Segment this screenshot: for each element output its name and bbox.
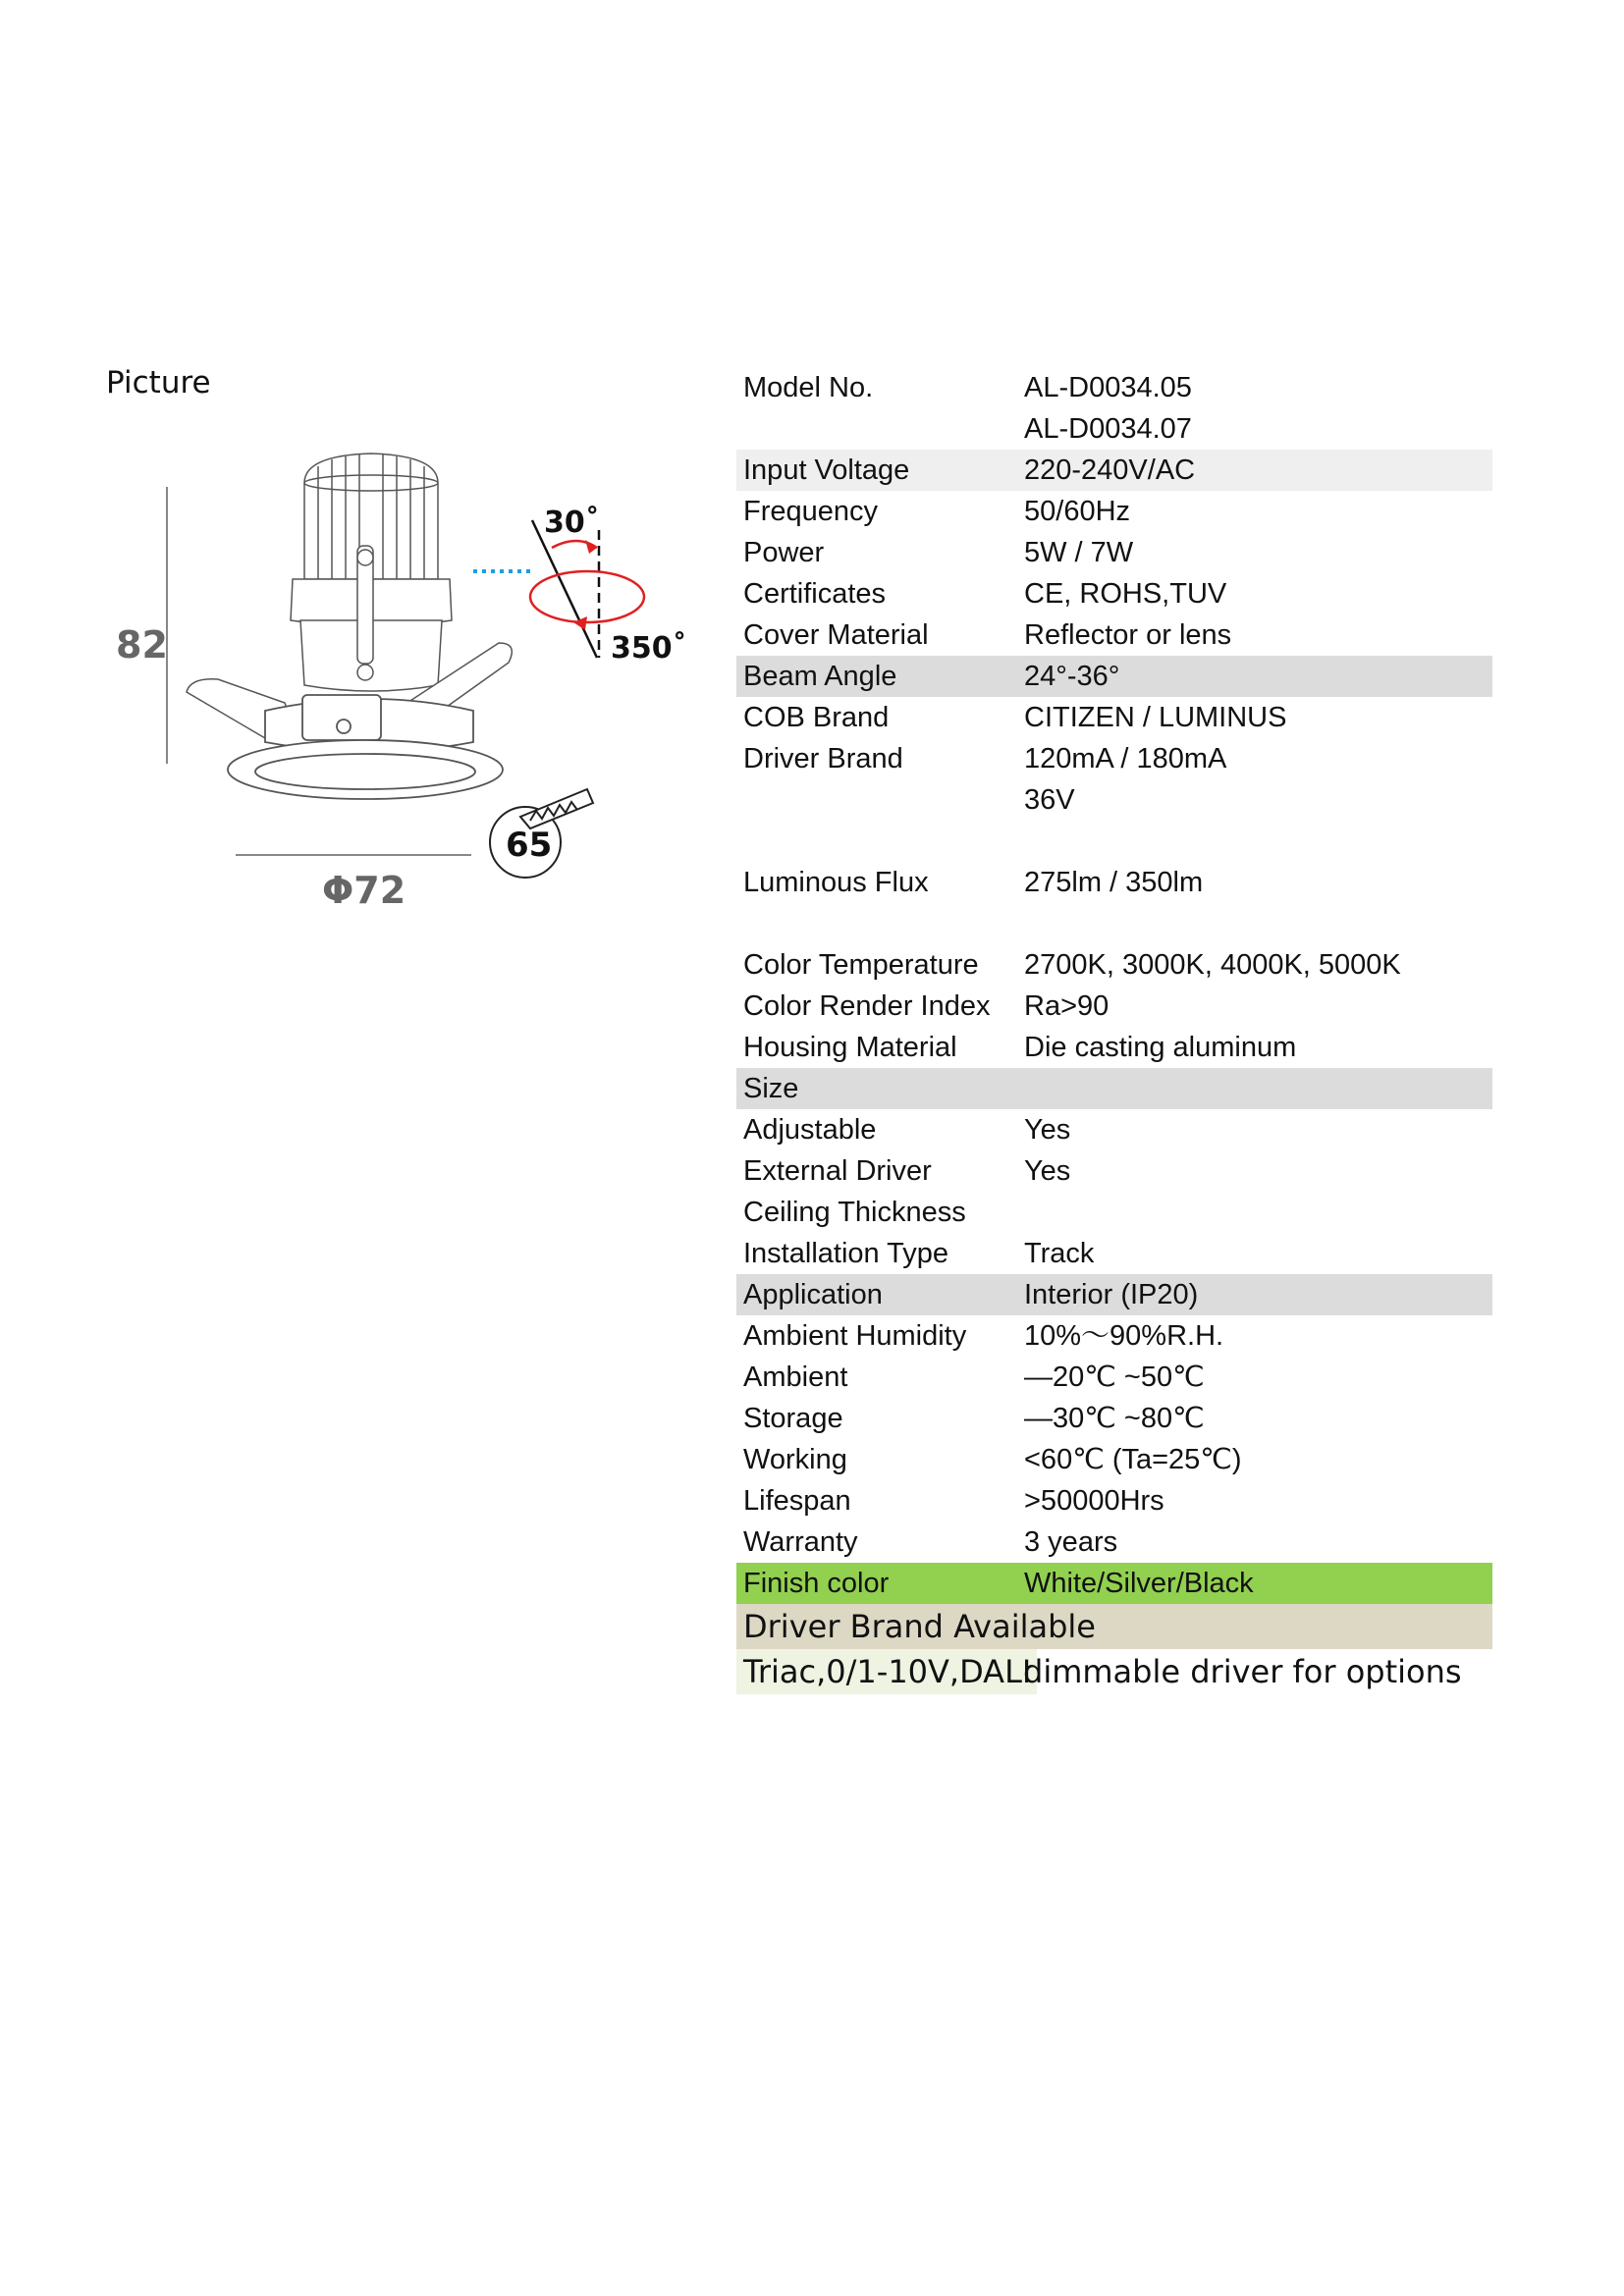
spec-row — [736, 1522, 1492, 1563]
spec-value: Yes — [1024, 1114, 1071, 1146]
spec-key: Luminous Flux — [743, 867, 929, 898]
luminaire-drawing — [108, 432, 697, 923]
spec-value: AL-D0034.07 — [1024, 413, 1192, 445]
spec-value: Track — [1024, 1238, 1095, 1269]
spec-row — [736, 491, 1492, 532]
spec-key: Cover Material — [743, 619, 929, 651]
diameter-dim-label: Φ72 — [322, 869, 406, 912]
spec-value: —30℃ ~80℃ — [1024, 1403, 1205, 1434]
spec-value: CITIZEN / LUMINUS — [1024, 702, 1287, 733]
spec-value: 3 years — [1024, 1526, 1118, 1558]
spec-value: <60℃ (Ta=25℃) — [1024, 1444, 1242, 1475]
spec-row — [736, 986, 1492, 1027]
spec-key: Finish color — [743, 1568, 890, 1599]
spec-key: Application — [743, 1279, 883, 1310]
spec-key: Housing Material — [743, 1032, 957, 1063]
spec-row — [736, 1109, 1492, 1150]
spec-value: 2700K, 3000K, 4000K, 5000K — [1024, 949, 1401, 981]
spec-key: Working — [743, 1444, 847, 1475]
spec-row — [736, 1233, 1492, 1274]
driver-brand-banner-text: Driver Brand Available — [743, 1608, 1096, 1645]
spec-row — [736, 1192, 1492, 1233]
spec-row — [736, 821, 1492, 862]
spec-key: Color Render Index — [743, 990, 991, 1022]
spec-row — [736, 532, 1492, 573]
spec-key: Certificates — [743, 578, 887, 610]
spec-value: Interior (IP20) — [1024, 1279, 1199, 1310]
spec-key: Storage — [743, 1403, 843, 1434]
spec-value: 275lm / 350lm — [1024, 867, 1204, 898]
spec-row — [736, 1398, 1492, 1439]
spec-value: Ra>90 — [1024, 990, 1110, 1022]
spec-value: CE, ROHS,TUV — [1024, 578, 1227, 610]
picture-label: Picture — [106, 365, 211, 400]
spec-value: White/Silver/Black — [1024, 1568, 1254, 1599]
spec-key: External Driver — [743, 1155, 932, 1187]
rotate-arrow-icon — [530, 571, 644, 630]
dimming-options-row — [736, 1649, 1492, 1694]
spec-key: COB Brand — [743, 702, 890, 733]
spec-row — [736, 1274, 1492, 1315]
spec-key: Model No. — [743, 372, 874, 403]
spec-value: 5W / 7W — [1024, 537, 1134, 568]
spec-row — [736, 903, 1492, 944]
spec-value: 120mA / 180mA — [1024, 743, 1227, 774]
spec-key: Frequency — [743, 496, 879, 527]
spec-row — [736, 450, 1492, 491]
spec-row — [736, 656, 1492, 697]
spec-value: Reflector or lens — [1024, 619, 1232, 651]
spec-row — [736, 1150, 1492, 1192]
spec-key: Warranty — [743, 1526, 858, 1558]
spec-row — [736, 1027, 1492, 1068]
spec-row — [736, 779, 1492, 821]
spec-row — [736, 1315, 1492, 1357]
spec-row — [736, 1563, 1492, 1604]
rotate-angle-label: 350˚ — [611, 631, 687, 666]
spec-row — [736, 614, 1492, 656]
spec-value: 24°-36° — [1024, 661, 1120, 692]
tilt-arrow-icon — [532, 520, 599, 658]
spec-row — [736, 367, 1492, 408]
spec-key: Beam Angle — [743, 661, 897, 692]
spec-key: Ambient — [743, 1362, 848, 1393]
spec-key: Power — [743, 537, 825, 568]
spec-row — [736, 738, 1492, 779]
height-dim-label: 82 — [116, 623, 168, 667]
spec-row — [736, 1068, 1492, 1109]
spec-key: Lifespan — [743, 1485, 851, 1517]
spec-value: 50/60Hz — [1024, 496, 1131, 527]
spec-key: Ceiling Thickness — [743, 1197, 966, 1228]
spec-row — [736, 944, 1492, 986]
spec-row — [736, 573, 1492, 614]
spec-row — [736, 1439, 1492, 1480]
spec-row — [736, 1357, 1492, 1398]
spec-value: 10%～90%R.H. — [1024, 1320, 1224, 1352]
spec-row — [736, 862, 1492, 903]
dimming-options-note: dimmable driver for options — [1023, 1653, 1462, 1690]
trim-ring — [228, 695, 503, 799]
spec-row — [736, 408, 1492, 450]
driver-brand-banner — [736, 1604, 1492, 1649]
spec-key: Driver Brand — [743, 743, 903, 774]
spec-value: Die casting aluminum — [1024, 1032, 1297, 1063]
spec-row — [736, 697, 1492, 738]
spec-value: AL-D0034.05 — [1024, 372, 1192, 403]
spec-key: Input Voltage — [743, 454, 910, 486]
spec-value: Yes — [1024, 1155, 1071, 1187]
spec-table — [736, 367, 1492, 1694]
spec-key: Color Temperature — [743, 949, 979, 981]
spec-row — [736, 1480, 1492, 1522]
spec-key: Adjustable — [743, 1114, 877, 1146]
spec-value: >50000Hrs — [1024, 1485, 1164, 1517]
dimming-protocols: Triac,0/1-10V,DALI — [736, 1649, 1037, 1694]
tilt-angle-label: 30˚ — [544, 506, 600, 540]
spec-value: 36V — [1024, 784, 1075, 816]
spec-key: Installation Type — [743, 1238, 949, 1269]
spec-value: —20℃ ~50℃ — [1024, 1362, 1205, 1393]
spec-value: 220-240V/AC — [1024, 454, 1196, 486]
spec-key: Ambient Humidity — [743, 1320, 967, 1352]
cutout-dim-label: 65 — [506, 826, 553, 865]
spec-key: Size — [743, 1073, 799, 1104]
